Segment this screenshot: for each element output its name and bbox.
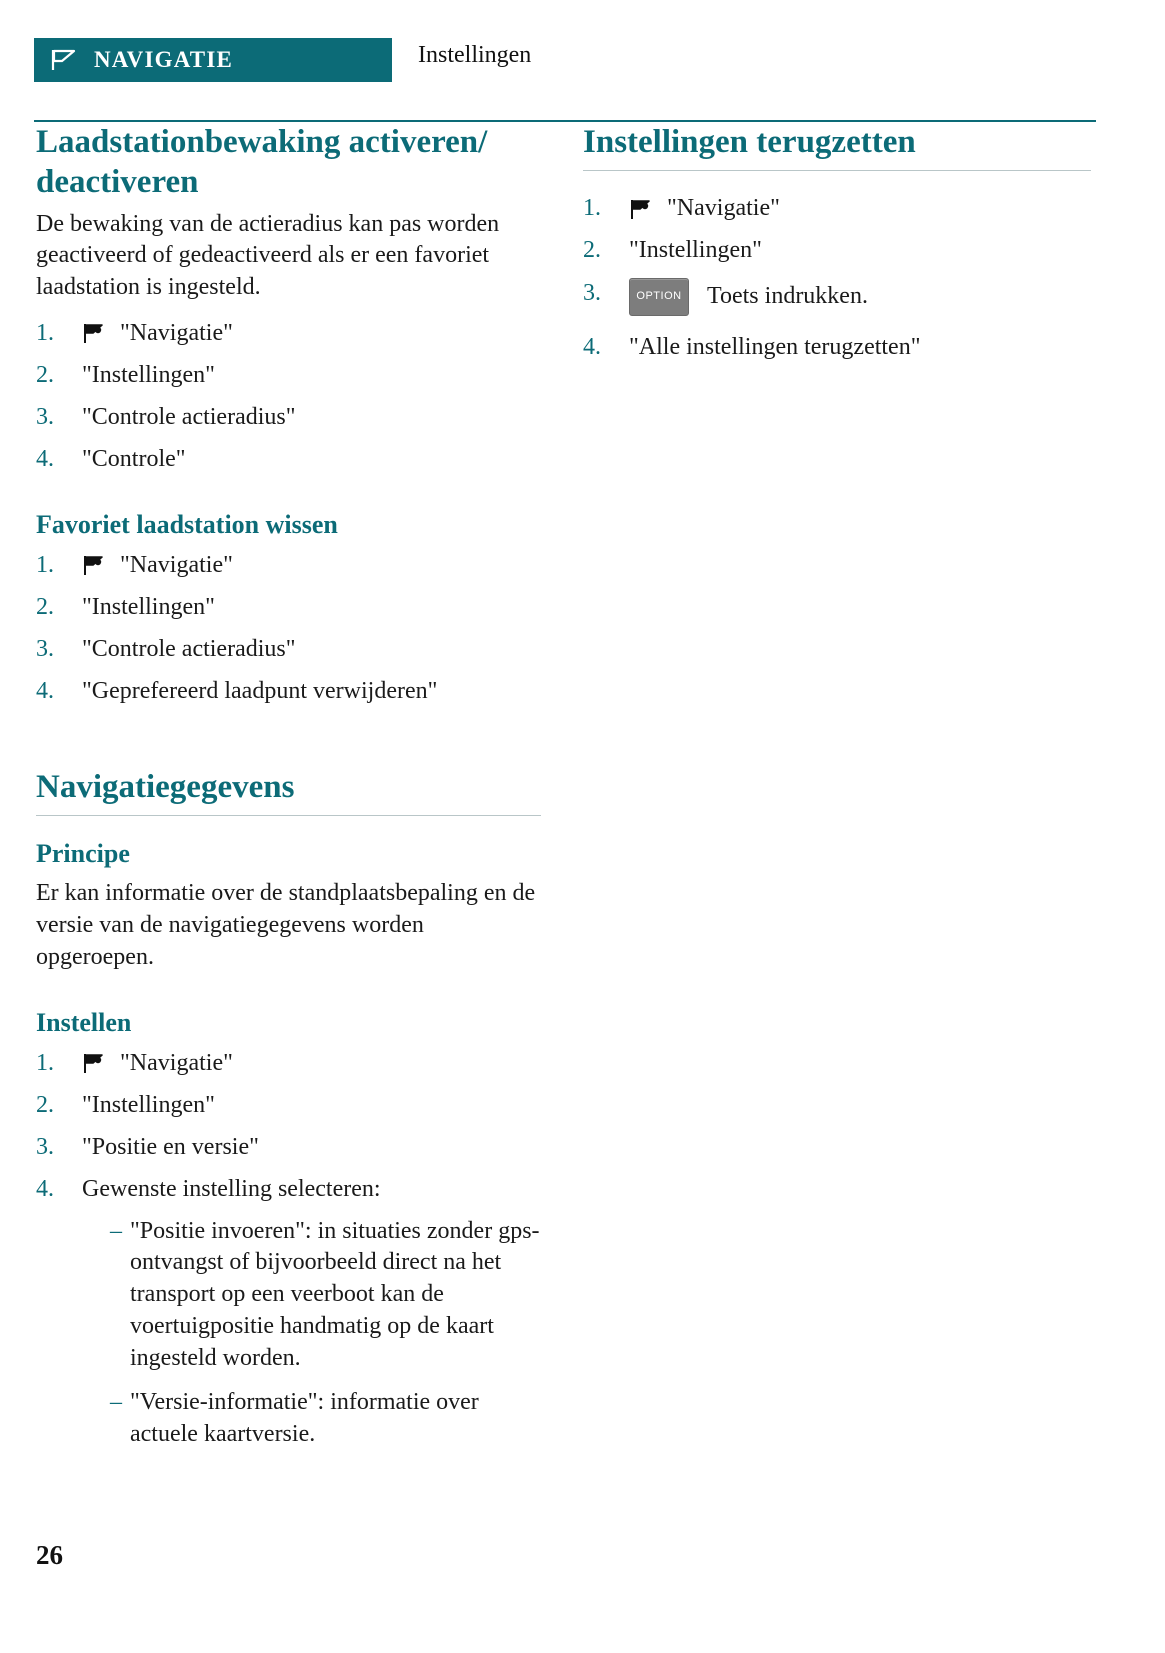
step-number: 2. [583, 237, 601, 264]
list-item [36, 1174, 541, 1451]
list-item [36, 402, 541, 433]
step-text: "Navigatie" [667, 195, 780, 222]
list-item [82, 1216, 541, 1376]
section-paragraph-principe: Er kan informatie over de standplaatsbepaling en de versie van de navigatiegegevens worden opgeroepen. [36, 880, 536, 970]
steps-favoriet-wissen [36, 550, 541, 708]
step-text: "Navigatie" [120, 551, 233, 578]
section-title-favoriet-wissen: Favoriet laadstation wissen [36, 510, 338, 540]
step-text: "Controle" [82, 446, 186, 473]
section-title-instellingen-terugzetten: Instellingen terugzetten [583, 124, 916, 160]
step-number: 4. [36, 1176, 54, 1203]
step-text: Toets indrukken. [707, 283, 868, 310]
page-number: 26 [36, 1540, 63, 1570]
step-number: 3. [36, 636, 54, 663]
step-text: "Instellingen" [82, 1091, 215, 1118]
dash-marker: – [110, 1389, 122, 1416]
step-number: 1. [36, 551, 54, 578]
sub-option-text: "Positie invoeren": in situaties zonder gps-ontvangst of bijvoorbeeld direct na het transport op een veerboot kan de voertuigpositie handmatig op de kaart ingesteld worden. [130, 1217, 540, 1372]
step-number: 2. [36, 361, 54, 388]
section-title-instellen: Instellen [36, 1008, 132, 1038]
step-number: 2. [36, 593, 54, 620]
header-chapter-tab [34, 38, 392, 82]
navigation-flag-icon [82, 553, 108, 577]
list-item [583, 278, 1091, 316]
step-text: "Geprefereerd laadpunt verwijderen" [82, 678, 438, 705]
section-paragraph-laadstationbewaking: De bewaking van de actieradius kan pas worden geactiveerd of gedeactiveerd als er een favoriet laadstation is ingesteld. [36, 210, 500, 300]
section-divider [583, 170, 1091, 171]
section-title-laadstationbewaking: Laadstationbewaking activeren/ deactiveren [36, 124, 488, 201]
step-number: 1. [583, 195, 601, 222]
list-item [36, 592, 541, 623]
step-text: "Instellingen" [629, 237, 762, 264]
step-number: 4. [583, 333, 601, 360]
step-number: 4. [36, 678, 54, 705]
list-item [36, 444, 541, 475]
steps-laadstationbewaking [36, 318, 541, 476]
left-column [36, 122, 541, 1463]
list-item [36, 1048, 541, 1079]
list-item [583, 193, 1091, 224]
header-section-label: Instellingen [418, 42, 532, 68]
step-text: "Controle actieradius" [82, 403, 296, 430]
steps-instellen [36, 1048, 541, 1451]
list-item [36, 318, 541, 349]
header-chapter-label: NAVIGATIE [94, 47, 234, 72]
right-column [583, 122, 1091, 374]
option-key-icon: OPTION [629, 278, 689, 316]
list-item [36, 634, 541, 665]
step-text: "Navigatie" [120, 1049, 233, 1076]
list-item [36, 1090, 541, 1121]
step-text: Gewenste instelling selecteren: [82, 1176, 381, 1203]
list-item [82, 1387, 541, 1451]
step-number: 1. [36, 319, 54, 346]
sub-option-text: "Versie-informatie": informatie over actuele kaartversie. [130, 1389, 479, 1447]
steps-instellingen-terugzetten [583, 193, 1091, 363]
navigation-flag-icon [629, 197, 655, 221]
step-number: 3. [583, 279, 601, 306]
step-number: 3. [36, 1134, 54, 1161]
step-text: "Instellingen" [82, 593, 215, 620]
list-item [583, 235, 1091, 266]
step-text: "Positie en versie" [82, 1134, 259, 1161]
navigation-flag-icon [82, 1051, 108, 1075]
list-item [36, 360, 541, 391]
navigation-flag-icon [50, 48, 80, 72]
step-number: 4. [36, 446, 54, 473]
sub-options-list [82, 1216, 541, 1451]
step-text: "Controle actieradius" [82, 636, 296, 663]
step-number: 3. [36, 403, 54, 430]
section-title-navigatiegegevens: Navigatiegegevens [36, 768, 295, 805]
list-item [583, 332, 1091, 363]
step-text: "Instellingen" [82, 361, 215, 388]
step-number: 1. [36, 1049, 54, 1076]
section-title-principe: Principe [36, 838, 130, 868]
page-header [0, 38, 1095, 82]
step-text: "Alle instellingen terugzetten" [629, 333, 921, 360]
step-text: "Navigatie" [120, 319, 233, 346]
section-divider [36, 815, 541, 816]
list-item [36, 1132, 541, 1163]
list-item [36, 676, 541, 707]
list-item [36, 550, 541, 581]
dash-marker: – [110, 1217, 122, 1244]
step-number: 2. [36, 1091, 54, 1118]
navigation-flag-icon [82, 321, 108, 345]
